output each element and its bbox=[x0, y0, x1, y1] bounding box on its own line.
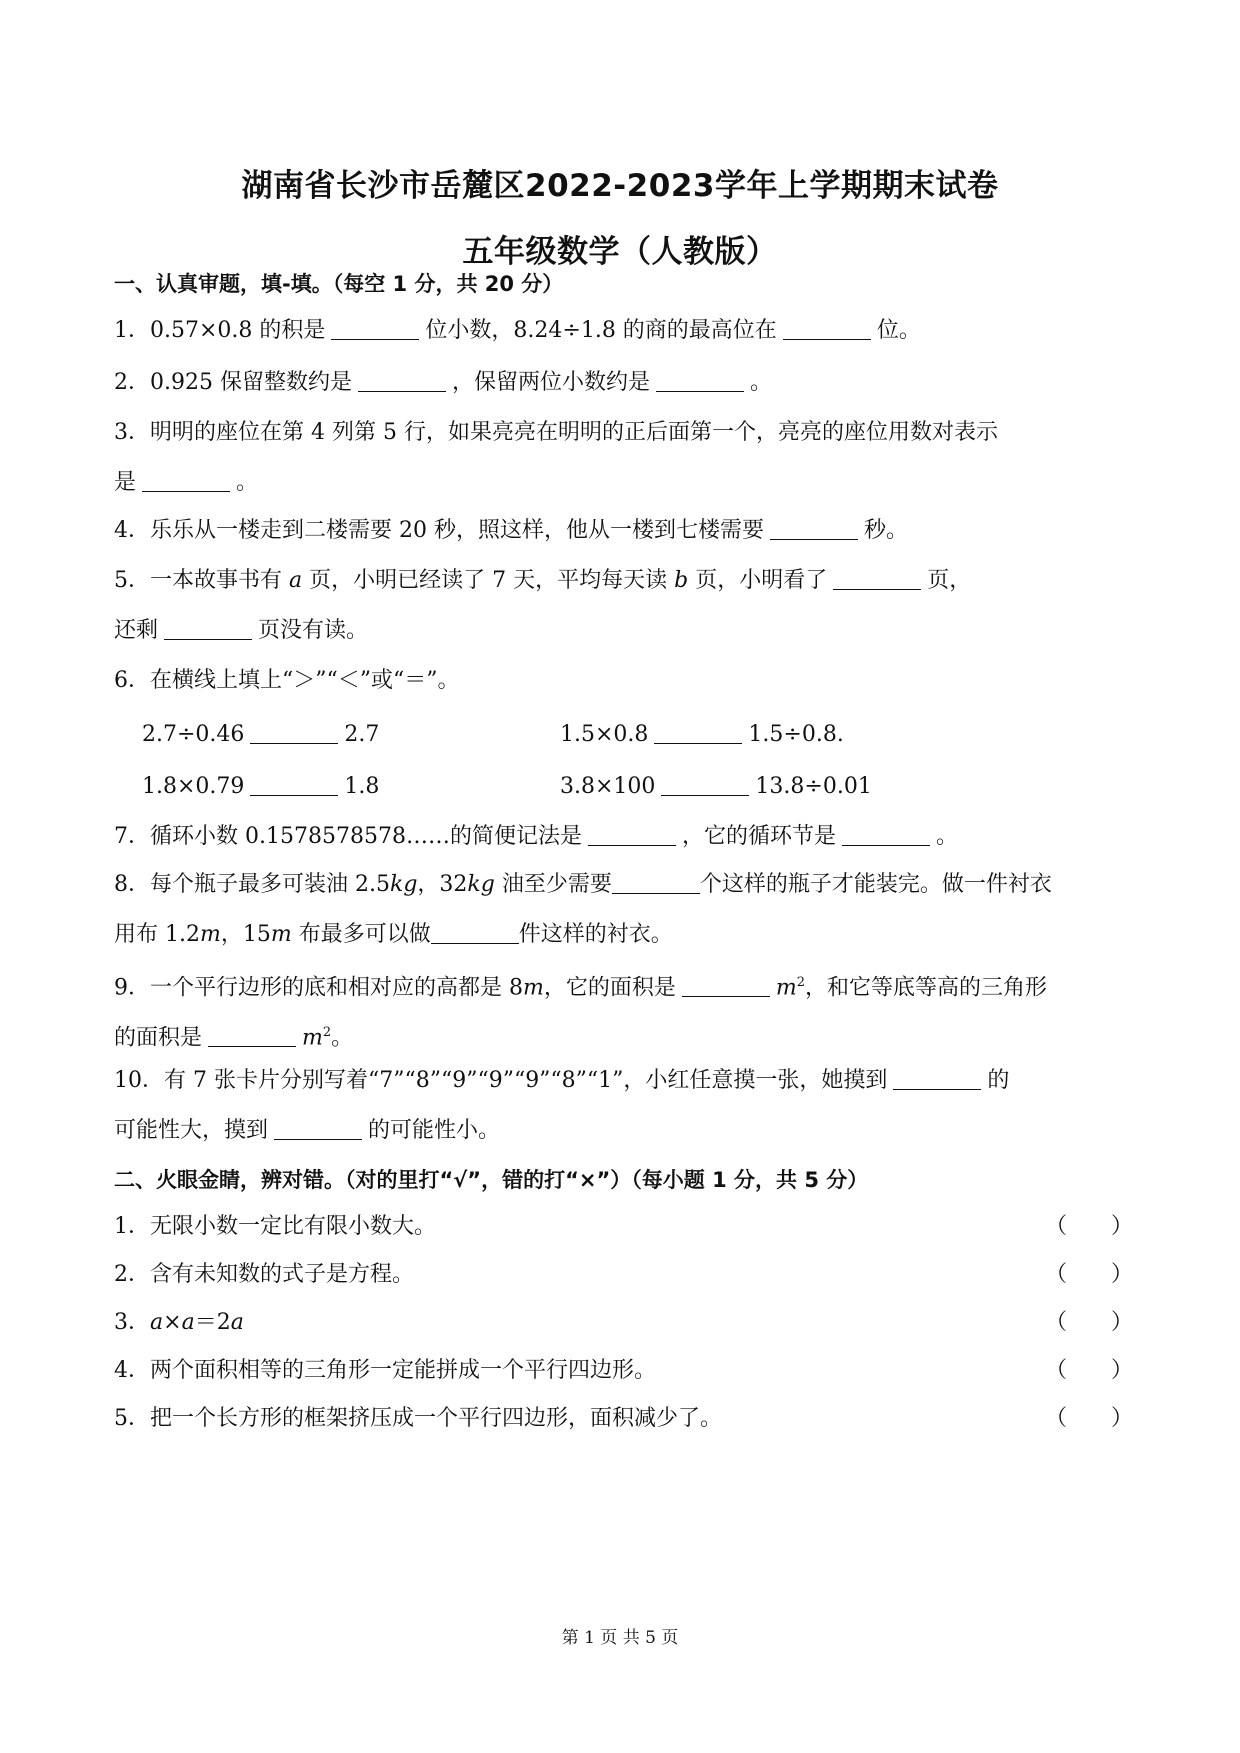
answer-blank[interactable] bbox=[274, 1117, 362, 1140]
question-8-line1: 8．每个瓶子最多可装油 2.5kg，32kg 油至少需要 个这样的瓶子才能装完。做一件衬衣 bbox=[114, 872, 1052, 897]
judge-item-1: 1．无限小数一定比有限小数大。 bbox=[114, 1214, 436, 1239]
question-3-line1: 3．明明的座位在第 4 列第 5 行，如果亮亮在明明的正后面第一个，亮亮的座位用数对表示 bbox=[114, 420, 998, 445]
exam-subtitle: 五年级数学（人教版） bbox=[462, 234, 778, 270]
compare-3: 1.8×0.79 1.8 bbox=[142, 774, 380, 799]
judge-item-3: 3．a×a＝2a bbox=[114, 1310, 244, 1335]
answer-blank[interactable] bbox=[682, 974, 770, 997]
answer-blank[interactable] bbox=[893, 1067, 981, 1090]
question-1: 1．0.57×0.8 的积是 位小数，8.24÷1.8 的商的最高位在 位。 bbox=[114, 318, 921, 343]
answer-blank[interactable] bbox=[208, 1024, 296, 1047]
question-8-line2: 用布 1.2m，15m 布最多可以做 件这样的衬衣。 bbox=[114, 922, 673, 947]
section1-heading: 一、认真审题，填-填。（每空 1 分，共 20 分） bbox=[114, 272, 564, 296]
answer-blank[interactable] bbox=[250, 773, 338, 796]
answer-blank[interactable] bbox=[358, 369, 446, 392]
question-10-line2: 可能性大，摸到 的可能性小。 bbox=[114, 1118, 501, 1143]
question-9-line1: 9．一个平行边形的底和相对应的高都是 8m，它的面积是 $m^2$，和它等底等高的三角形 bbox=[114, 975, 1048, 1001]
question-5-line2: 还剩 页没有读。 bbox=[114, 618, 369, 643]
answer-paren[interactable]: （ ） bbox=[1045, 1406, 1134, 1431]
question-6-prompt: 6．在横线上填上“＞”“＜”或“＝”。 bbox=[114, 668, 460, 693]
compare-4: 3.8×100 13.8÷0.01 bbox=[560, 774, 872, 799]
compare-2: 1.5×0.8 1.5÷0.8. bbox=[560, 722, 844, 747]
question-2: 2．0.925 保留整数约是 ，保留两位小数约是 。 bbox=[114, 370, 773, 395]
answer-blank[interactable] bbox=[142, 469, 230, 492]
answer-blank[interactable] bbox=[250, 721, 338, 744]
page-footer: 第 1 页 共 5 页 bbox=[561, 1628, 679, 1648]
answer-paren[interactable]: （ ） bbox=[1045, 1358, 1134, 1383]
exam-title: 湖南省长沙市岳麓区2022-2023学年上学期期末试卷 bbox=[241, 168, 999, 204]
section2-heading: 二、火眼金睛，辨对错。（对的里打“√”，错的打“×”）（每小题 1 分，共 5 分） bbox=[114, 1168, 869, 1192]
answer-blank[interactable] bbox=[770, 517, 858, 540]
question-10-line1: 10．有 7 张卡片分别写着“7”“8”“9”“9”“9”“8”“1”，小红任意摸一张，她摸到 的 bbox=[114, 1068, 1010, 1093]
answer-blank[interactable] bbox=[588, 823, 676, 846]
question-9-line2: 的面积是 $m^2$。 bbox=[114, 1025, 354, 1051]
answer-blank[interactable] bbox=[842, 823, 930, 846]
answer-paren[interactable]: （ ） bbox=[1045, 1262, 1134, 1287]
answer-blank[interactable] bbox=[654, 721, 742, 744]
answer-blank[interactable] bbox=[656, 369, 744, 392]
answer-blank[interactable] bbox=[164, 617, 252, 640]
judge-item-4: 4．两个面积相等的三角形一定能拼成一个平行四边形。 bbox=[114, 1358, 656, 1383]
answer-blank[interactable] bbox=[331, 317, 419, 340]
answer-blank[interactable] bbox=[612, 871, 700, 894]
answer-blank[interactable] bbox=[661, 773, 749, 796]
answer-paren[interactable]: （ ） bbox=[1045, 1214, 1134, 1239]
judge-item-5: 5．把一个长方形的框架挤压成一个平行四边形，面积减少了。 bbox=[114, 1406, 722, 1431]
question-5-line1: 5．一本故事书有 a 页，小明已经读了 7 天，平均每天读 b 页，小明看了 页， bbox=[114, 568, 972, 593]
question-4: 4．乐乐从一楼走到二楼需要 20 秒，照这样，他从一楼到七楼需要 秒。 bbox=[114, 518, 908, 543]
question-7: 7．循环小数 0.1578578578……的简便记法是 ，它的循环节是 。 bbox=[114, 824, 958, 849]
answer-blank[interactable] bbox=[431, 921, 519, 944]
judge-item-2: 2．含有未知数的式子是方程。 bbox=[114, 1262, 414, 1287]
answer-paren[interactable]: （ ） bbox=[1045, 1310, 1134, 1335]
answer-blank[interactable] bbox=[833, 567, 921, 590]
compare-1: 2.7÷0.46 2.7 bbox=[142, 722, 380, 747]
question-3-line2: 是 。 bbox=[114, 470, 259, 495]
answer-blank[interactable] bbox=[783, 317, 871, 340]
